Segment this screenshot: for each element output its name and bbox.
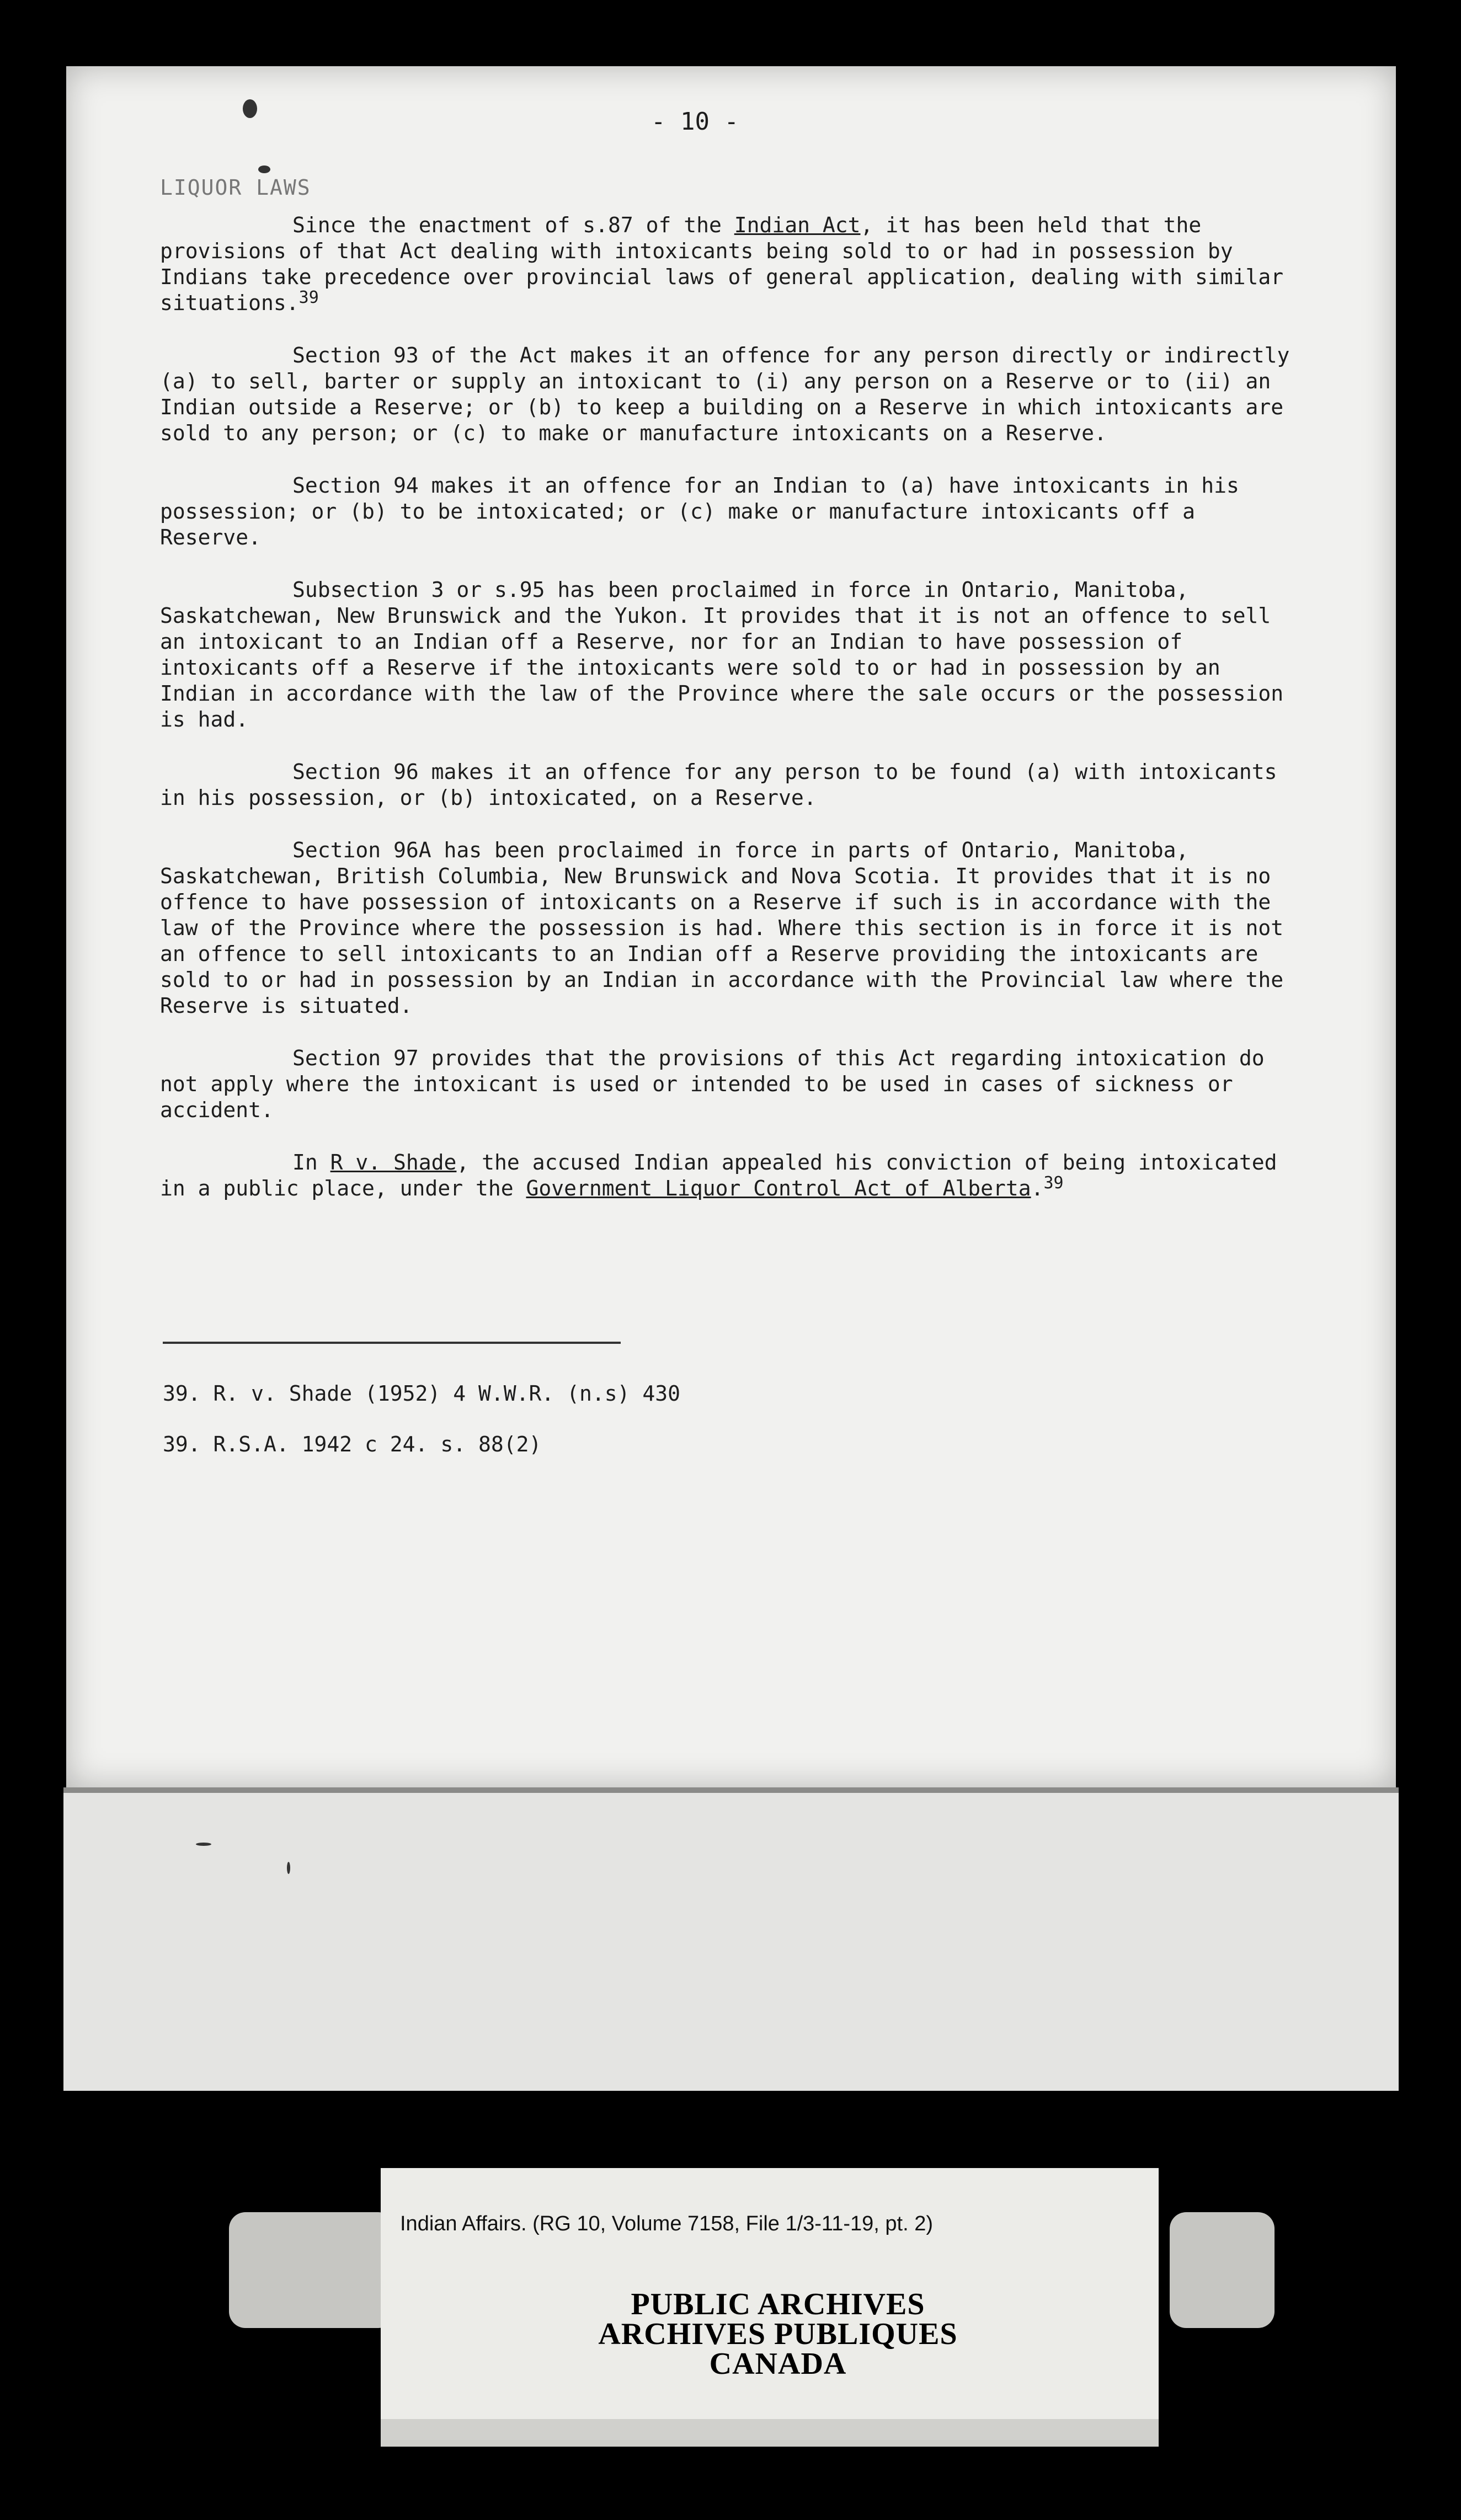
body-text: [160, 212, 1308, 1228]
stamp-line-2: ARCHIVES PUBLIQUES: [598, 2317, 958, 2351]
card-bottom-strip: [381, 2419, 1159, 2447]
p1-text-1: Since the enactment of s.87 of the: [292, 213, 734, 237]
paragraph-7: Section 97 provides that the provisions of this Act regarding intoxication do not apply where the intoxicant is used or intended to be used in cases of sickness or accident.: [160, 1046, 1265, 1122]
statute-title: Government Liquor Control Act of Alberta: [526, 1176, 1031, 1200]
stamp-line-1: PUBLIC ARCHIVES: [631, 2287, 925, 2321]
paragraph-6: Section 96A has been proclaimed in force in parts of Ontario, Manitoba, Saskatchewan, British Columbia, New Brunswick and Nova Scotia. It provides that it is no offence to have possession of intoxicants on a Reserve if such is in accordance with the law of the Province where the possession is had. Where this section is in force it is not an offence to sell intoxicants to an Indian off a Reserve providing the intoxicants are sold to or had in possession by an Indian in accordance with the Provincial law where the Reserve is situated.: [160, 838, 1284, 1018]
paragraph-1: [160, 212, 1308, 316]
archive-reference: Indian Affairs. (RG 10, Volume 7158, File 1/3-11-19, pt. 2): [400, 2212, 934, 2235]
footnotes: [163, 1368, 680, 1470]
p8-text-1: In: [292, 1150, 330, 1174]
paragraph-4: Subsection 3 or s.95 has been proclaimed in force in Ontario, Manitoba, Saskatchewan, New Brunswick and the Yukon. It provides that it is not an offence to sell an intoxicant to an Indian off a Reserve, nor for an Indian to have possession of intoxicants off a Reserve if the intoxicants were sold to or had in possession by an Indian in accordance with the law of the Province where the sale occurs or the possession is had.: [160, 578, 1284, 732]
scan-speck: [258, 165, 270, 173]
p8-text-2: , the accused Indian appealed his conviction of being intoxicated in a public place, under the: [160, 1150, 1277, 1200]
footnote-ref: 39: [1043, 1173, 1064, 1193]
footnote-ref: 39: [298, 288, 319, 307]
footnote-1: 39. R. v. Shade (1952) 4 W.W.R. (n.s) 430: [163, 1381, 680, 1406]
scan-speck: [196, 1843, 211, 1846]
paragraph-3: Section 94 makes it an offence for an Indian to (a) have intoxicants in his possession; or (b) to be intoxicated; or (c) make or manufacture intoxicants off a Reserve.: [160, 473, 1239, 549]
indian-act-title: Indian Act: [734, 213, 861, 237]
p1-text-2: , it has been held that the provisions of that Act dealing with intoxicants being sold to or had in possession by Indians take precedence over provincial laws of general application, dealing with similar situations.: [160, 213, 1284, 315]
scan-speck: [287, 1862, 290, 1874]
case-name: R v. Shade: [330, 1150, 457, 1174]
scan-speck: [243, 99, 257, 118]
paragraph-8: [160, 1150, 1308, 1202]
card-tab-left: [229, 2212, 394, 2328]
archives-stamp: [552, 2289, 1004, 2379]
card-tab-right: [1170, 2212, 1275, 2328]
paragraph-2: Section 93 of the Act makes it an offence for any person directly or indirectly (a) to sell, barter or supply an intoxicant to (i) any person on a Reserve or to (ii) an Indian outside a Reserve; or (b) to keep a building on a Reserve in which intoxicants are sold to any person; or (c) to make or manufacture intoxicants on a Reserve.: [160, 343, 1290, 445]
paragraph-5: Section 96 makes it an offence for any person to be found (a) with intoxicants in his possession, or (b) intoxicated, on a Reserve.: [160, 760, 1277, 810]
stamp-line-3: CANADA: [709, 2347, 847, 2381]
page-lower-sheet: [63, 1787, 1399, 2091]
footnote-divider: [163, 1342, 621, 1344]
page-number: - 10 -: [651, 108, 739, 136]
p8-text-3: .: [1031, 1176, 1044, 1200]
footnote-2: 39. R.S.A. 1942 c 24. s. 88(2): [163, 1432, 542, 1456]
section-heading: LIQUOR LAWS: [160, 175, 311, 200]
